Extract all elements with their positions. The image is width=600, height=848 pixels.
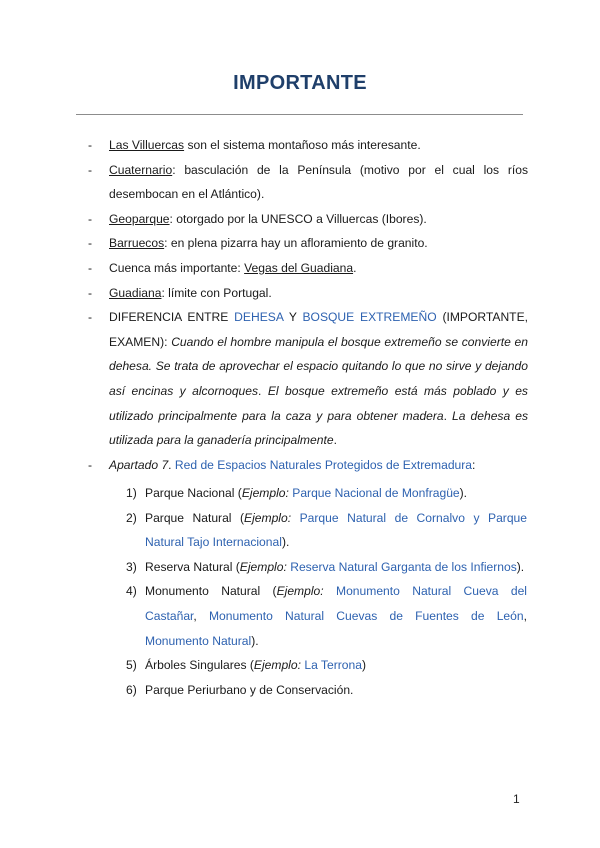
item-number: 2)	[126, 510, 137, 525]
bullet-dash: -	[88, 211, 93, 226]
bullet-text: son el sistema montañoso más interesante.	[184, 138, 421, 152]
item-text: ,	[523, 608, 527, 623]
item-text: ).	[516, 559, 525, 574]
bullet-text: .	[258, 383, 268, 398]
bullet-text: .	[168, 457, 175, 472]
example-name: Monumento Natural Cuevas de Fuentes de León	[208, 608, 524, 623]
bullet-item-cuaternario	[88, 158, 528, 207]
bullet-list	[88, 133, 528, 477]
numbered-item-6	[120, 678, 527, 703]
item-text	[324, 584, 336, 598]
bullet-text: .	[353, 260, 357, 275]
italic-text: Ejemplo:	[241, 486, 289, 500]
example-name: Reserva Natural Garganta de los Infiernos	[290, 559, 517, 574]
item-text: )	[361, 658, 366, 673]
bullet-dash: -	[88, 162, 93, 177]
example-name: Monumento Natural	[145, 633, 252, 648]
term-villuercas: Las Villuercas	[109, 138, 185, 152]
item-number: 3)	[126, 559, 137, 574]
bullet-text: :	[472, 457, 476, 472]
bullet-dash: -	[88, 310, 93, 325]
bullet-dash: -	[88, 260, 93, 275]
italic-text: Apartado 7	[109, 457, 169, 472]
example-name: Parque Nacional de Monfragüe	[292, 486, 460, 500]
bullet-dash: -	[88, 285, 93, 300]
bullet-item-guadiana	[88, 281, 528, 306]
item-text: Monumento Natural (	[145, 584, 277, 599]
bullet-text: : otorgado por la UNESCO a Villuercas (Ibores).	[169, 211, 427, 226]
bullet-dash: -	[88, 236, 93, 251]
bullet-text: : en plena pizarra hay un afloramiento de granito.	[164, 236, 428, 251]
italic-text: Ejemplo:	[276, 584, 324, 599]
term-cuaternario: Cuaternario	[109, 162, 173, 177]
term-guadiana: Guadiana	[109, 285, 162, 300]
italic-text: Ejemplo:	[253, 658, 301, 673]
bullet-item-cuenca	[88, 256, 528, 281]
numbered-item-2	[120, 506, 527, 555]
bullet-item-villuercas	[88, 133, 528, 158]
numbered-item-1	[120, 481, 527, 506]
item-text	[291, 511, 300, 525]
bullet-item-diferencia	[88, 305, 528, 453]
item-text: Parque Natural (	[145, 510, 245, 525]
example-name: Parque Natural de Cornalvo y Parque Natural Tajo Internacional	[145, 510, 528, 550]
item-text: ,	[193, 608, 209, 623]
numbered-item-5	[120, 653, 527, 678]
italic-text: Ejemplo:	[239, 559, 287, 574]
item-text: ).	[251, 633, 259, 648]
bullet-text: .	[333, 433, 337, 448]
term-vegas-guadiana: Vegas del Guadiana	[244, 260, 354, 275]
italic-text: El bosque extremeño está más poblado y es utilizado principalmente para la caza y para obtener madera	[109, 383, 528, 423]
bullet-dash: -	[88, 457, 93, 472]
numbered-item-4	[120, 579, 527, 653]
bullet-dash: -	[88, 138, 93, 152]
italic-text: Cuando el hombre manipula el bosque extremeño se convierte en dehesa. Se trata de aprovechar el espacio quitando lo que no sirve y dejando así encinas y alcornoques	[109, 334, 529, 398]
term-bosque-extremeno: BOSQUE EXTREMEÑO	[302, 310, 437, 325]
example-name: La Terrona	[304, 658, 362, 673]
item-number: 6)	[126, 682, 137, 697]
item-text: Reserva Natural (	[145, 559, 240, 574]
italic-text: La dehesa es utilizada para la ganadería principalmente	[109, 408, 528, 448]
term-barruecos: Barruecos	[109, 236, 165, 251]
term-dehesa: DEHESA	[234, 310, 284, 325]
bullet-item-apartado	[88, 453, 528, 478]
page-number: 1	[513, 792, 520, 806]
item-text: ).	[459, 486, 468, 500]
item-text: ).	[281, 535, 290, 550]
title-divider	[76, 114, 523, 115]
bullet-text: DIFERENCIA ENTRE	[109, 310, 235, 325]
item-number: 1)	[126, 486, 137, 500]
bullet-item-barruecos	[88, 231, 528, 256]
item-text: Parque Nacional (	[145, 486, 242, 500]
numbered-list	[120, 481, 527, 702]
item-text: Árboles Singulares (	[145, 658, 254, 673]
bullet-text: (IMPORTANTE, EXAMEN):	[109, 310, 528, 349]
bullet-item-geoparque	[88, 207, 528, 232]
page-title: IMPORTANTE	[233, 72, 367, 94]
bullet-text: Cuenca más importante:	[109, 260, 245, 275]
bullet-text: : límite con Portugal.	[161, 285, 272, 300]
bullet-text: Y	[283, 310, 303, 325]
italic-text: Ejemplo:	[244, 510, 292, 525]
term-red-espacios: Red de Espacios Naturales Protegidos de Extremadura	[174, 457, 473, 472]
example-name: Monumento Natural Cueva del Castañar	[145, 584, 527, 623]
item-number: 4)	[126, 584, 137, 599]
bullet-text: : basculación de la Península (motivo por el cual los ríos desembocan en el Atlántico).	[109, 162, 528, 202]
numbered-item-3	[120, 555, 527, 580]
item-number: 5)	[126, 658, 137, 673]
bullet-text: .	[443, 408, 453, 423]
term-geoparque: Geoparque	[109, 211, 170, 226]
item-text: Parque Periurbano y de Conservación.	[145, 682, 354, 697]
